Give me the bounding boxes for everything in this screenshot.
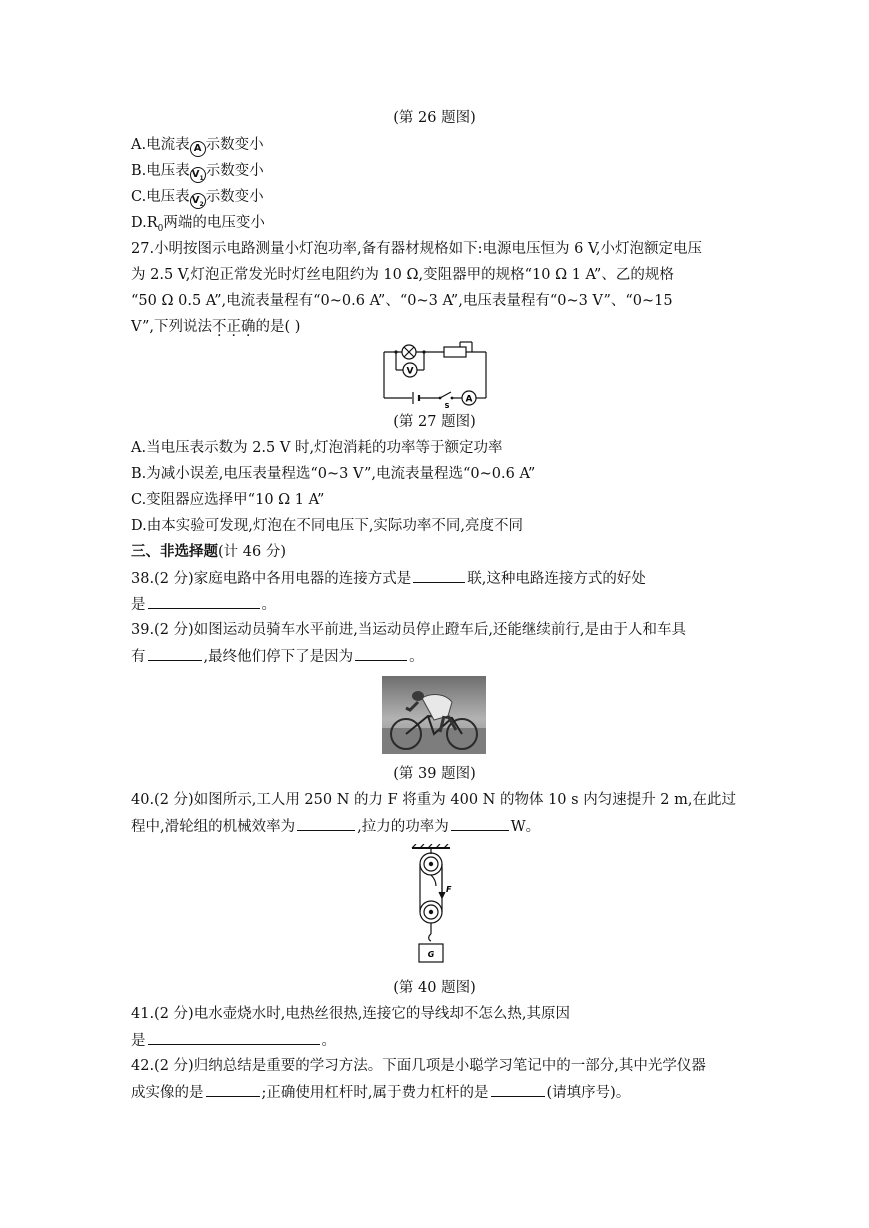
emphasis-char: 确	[241, 319, 256, 335]
section-heading	[131, 542, 286, 562]
weight-label: G	[427, 950, 435, 959]
figure-caption-27: (第 27 题图)	[393, 414, 476, 430]
q27-option-b: B.为减小误差,电压表量程选“0~3 V”,电流表量程选“0~0.6 A”	[131, 466, 536, 482]
q26-option-b-text: 示数变小	[205, 163, 264, 179]
q27-stem-line-3: “50 Ω 0.5 A”,电流表量程有“0~0.6 A”、“0~3 A”,电压表量程有“0~3 V”、“0~15	[131, 293, 673, 309]
voltmeter-2-subscript: 2	[199, 201, 204, 208]
voltmeter-2-icon	[190, 193, 206, 209]
q42-line-2	[131, 1082, 630, 1103]
q39-line-2	[131, 646, 424, 667]
q40-line-1: 40.(2 分)如图所示,工人用 250 N 的力 F 将重为 400 N 的物体 10 s 内匀速提升 2 m,在此过	[131, 792, 736, 808]
ammeter-label: A	[465, 394, 473, 405]
q38-line2-prefix: 是	[131, 597, 146, 613]
section-title: 三、非选择题	[131, 544, 218, 560]
q26-option-a-text: 示数变小	[205, 137, 264, 153]
figure-caption-40: (第 40 题图)	[393, 980, 476, 996]
q26-option-b	[131, 161, 264, 183]
emphasis-char: 不	[212, 319, 227, 335]
q40-line2-middle: ,拉力的功率为	[357, 819, 449, 835]
figure-caption-26: (第 26 题图)	[393, 110, 476, 126]
q42-line2-prefix: 成实像的是	[131, 1085, 204, 1101]
q41-line-2	[131, 1030, 336, 1051]
q27-stem-line-1: 27.小明按图示电路测量小灯泡功率,备有器材规格如下:电源电压恒为 6 V,小灯泡额定电压	[131, 241, 703, 257]
switch-label: S	[444, 402, 450, 410]
q27-line4-prefix: V”,下列说法	[131, 319, 213, 335]
q42-line2-suffix: (请填序号)。	[546, 1085, 631, 1101]
voltmeter-1-letter: V	[191, 169, 200, 180]
q26-option-a	[131, 135, 264, 157]
q38-line-2	[131, 594, 276, 615]
answer-blank[interactable]	[491, 1082, 545, 1097]
q38-line1-prefix: 38.(2 分)家庭电路中各用电器的连接方式是	[131, 571, 412, 587]
answer-blank[interactable]	[148, 594, 260, 609]
q26-option-d-text: 两端的电压变小	[163, 215, 265, 231]
q39-line2-middle: ,最终他们停下了是因为	[203, 649, 354, 665]
q39-line-1: 39.(2 分)如图运动员骑车水平前进,当运动员停止蹬车后,还能继续前行,是由于人和车具	[131, 622, 687, 638]
answer-blank[interactable]	[206, 1082, 260, 1097]
q41-line2-prefix: 是	[131, 1033, 146, 1049]
voltmeter-2-letter: V	[191, 195, 200, 206]
q39-line2-prefix: 有	[131, 649, 146, 665]
answer-blank[interactable]	[297, 816, 355, 831]
cyclist-photo	[382, 676, 486, 754]
q42-line2-middle: ;正确使用杠杆时,属于费力杠杆的是	[261, 1085, 489, 1101]
q41-line-1: 41.(2 分)电水壶烧水时,电热丝很热,连接它的导线却不怎么热,其原因	[131, 1006, 571, 1022]
q27-option-c: C.变阻器应选择甲“10 Ω 1 A”	[131, 492, 325, 508]
q26-option-d-prefix: D.R	[131, 215, 158, 231]
q40-line-2	[131, 816, 540, 837]
answer-blank[interactable]	[451, 816, 509, 831]
q38-line-1	[131, 568, 646, 589]
emphasis-char: 正	[226, 319, 242, 335]
q26-option-c-prefix: C.电压表	[131, 189, 190, 205]
q42-line-1: 42.(2 分)归纳总结是重要的学习方法。下面几项是小聪学习笔记中的一部分,其中光学仪器	[131, 1058, 706, 1074]
q26-option-a-prefix: A.电流表	[131, 137, 190, 153]
q26-option-c-text: 示数变小	[205, 189, 264, 205]
q27-option-d: D.由本实验可发现,灯泡在不同电压下,实际功率不同,亮度不同	[131, 518, 524, 534]
q26-option-b-prefix: B.电压表	[131, 163, 190, 179]
q38-line2-suffix: 。	[261, 597, 276, 613]
voltmeter-1-icon	[190, 167, 206, 183]
q40-line2-prefix: 程中,滑轮组的机械效率为	[131, 819, 296, 835]
pulley-diagram-40	[406, 844, 462, 970]
q40-line2-suffix: W。	[510, 819, 541, 835]
q27-line4-suffix: 的是( )	[255, 319, 301, 335]
q39-line2-suffix: 。	[409, 649, 424, 665]
q27-option-a: A.当电压表示数为 2.5 V 时,灯泡消耗的功率等于额定功率	[131, 440, 503, 456]
answer-blank[interactable]	[148, 646, 202, 661]
q26-option-d	[131, 213, 265, 239]
force-label: F	[446, 885, 452, 894]
section-note: (计 46 分)	[218, 544, 286, 560]
q41-line2-suffix: 。	[321, 1033, 336, 1049]
q27-stem-line-4	[131, 317, 300, 337]
figure-caption-39: (第 39 题图)	[393, 766, 476, 782]
answer-blank[interactable]	[355, 646, 407, 661]
q27-stem-line-2: 为 2.5 V,灯泡正常发光时灯丝电阻约为 10 Ω,变阻器甲的规格“10 Ω 1 A”、乙的规格	[131, 267, 674, 283]
circuit-diagram-27	[378, 338, 490, 410]
answer-blank[interactable]	[413, 568, 465, 583]
answer-blank[interactable]	[148, 1030, 320, 1045]
voltmeter-1-subscript: 1	[199, 175, 204, 182]
r0-subscript: 0	[157, 223, 164, 234]
ammeter-icon: A	[190, 141, 206, 157]
voltmeter-label: V	[406, 366, 414, 377]
q38-line1-suffix: 联,这种电路连接方式的好处	[467, 571, 646, 587]
q26-option-c	[131, 187, 264, 209]
